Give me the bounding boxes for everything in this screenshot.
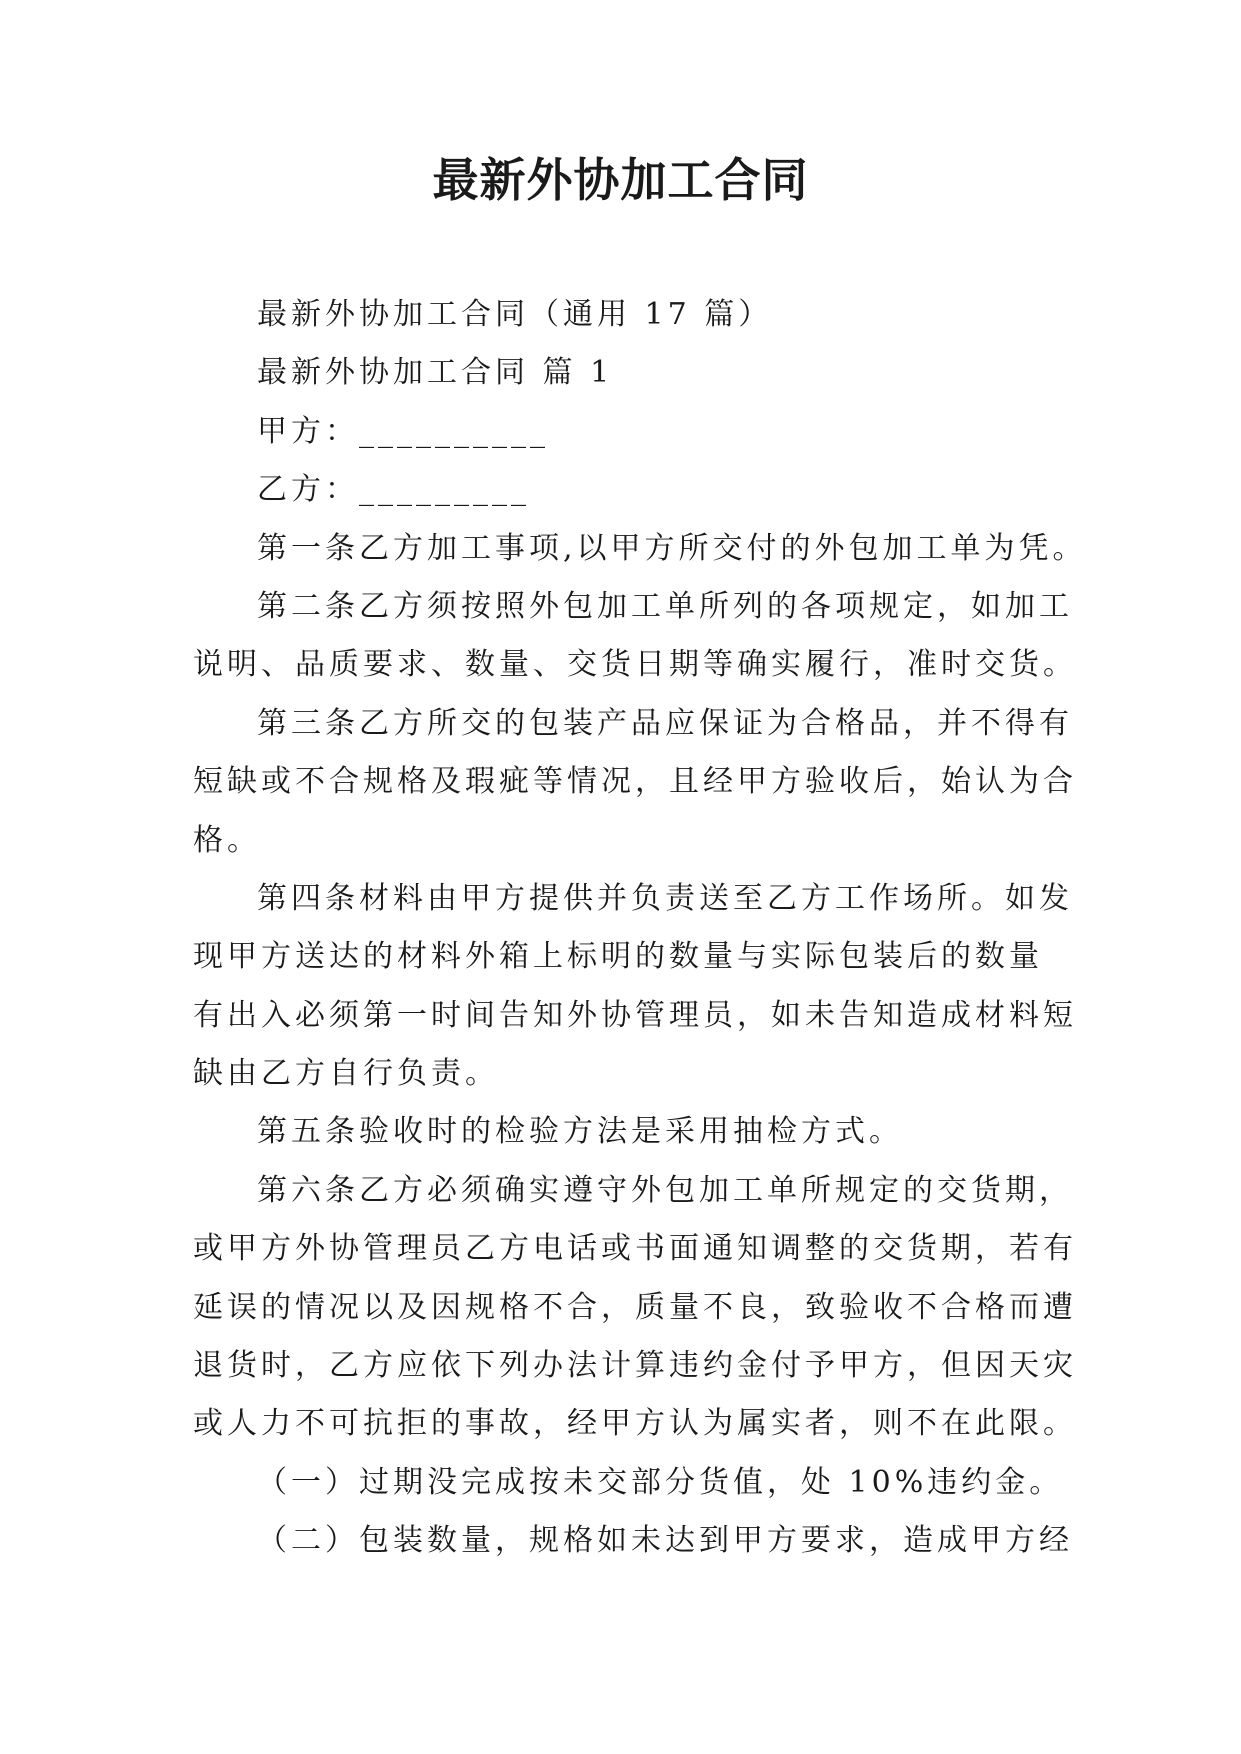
text-line: 或甲方外协管理员乙方电话或书面通知调整的交货期，若有 — [193, 1231, 1077, 1267]
text-line: 第五条验收时的检验方法是采用抽检方式。 — [257, 1114, 903, 1150]
text-line: 第三条乙方所交的包装产品应保证为合格品，并不得有 — [257, 705, 1073, 741]
text-line: 缺由乙方自行负责。 — [193, 1056, 499, 1092]
text-line: 最新外协加工合同 篇 1 — [257, 355, 614, 391]
text-line: 退货时，乙方应依下列办法计算违约金付予甲方，但因天灾 — [193, 1348, 1077, 1384]
document-title: 最新外协加工合同 — [432, 153, 809, 207]
text-line: 说明、品质要求、数量、交货日期等确实履行，准时交货。 — [193, 647, 1077, 683]
document-body — [193, 286, 1087, 1571]
text-line: （二）包装数量，规格如未达到甲方要求，造成甲方经 — [257, 1523, 1073, 1559]
party-a-line: 甲方：__________ — [257, 413, 549, 449]
text-line: 或人力不可抗拒的事故，经甲方认为属实者，则不在此限。 — [193, 1406, 1077, 1442]
text-line: 第四条材料由甲方提供并负责送至乙方工作场所。如发 — [257, 880, 1073, 916]
party-b-line: 乙方：_________ — [257, 472, 530, 508]
text-line: 第六条乙方必须确实遵守外包加工单所规定的交货期， — [257, 1172, 1073, 1208]
text-line: 格。 — [193, 822, 261, 858]
text-line: 有出入必须第一时间告知外协管理员，如未告知造成材料短 — [193, 997, 1077, 1033]
text-line: 短缺或不合规格及瑕疵等情况，且经甲方验收后，始认为合 — [193, 764, 1077, 800]
text-line: 最新外协加工合同（通用 17 篇） — [257, 297, 773, 332]
text-line: 现甲方送达的材料外箱上标明的数量与实际包装后的数量 — [193, 939, 1043, 975]
text-line: 第二条乙方须按照外包加工单所列的各项规定，如加工 — [257, 588, 1073, 624]
text-line: （一）过期没完成按未交部分货值，处 10%违约金。 — [257, 1464, 1064, 1500]
text-line: 延误的情况以及因规格不合，质量不良，致验收不合格而遭 — [193, 1289, 1077, 1325]
text-line: 第一条乙方加工事项,以甲方所交付的外包加工单为凭。 — [257, 530, 1087, 566]
